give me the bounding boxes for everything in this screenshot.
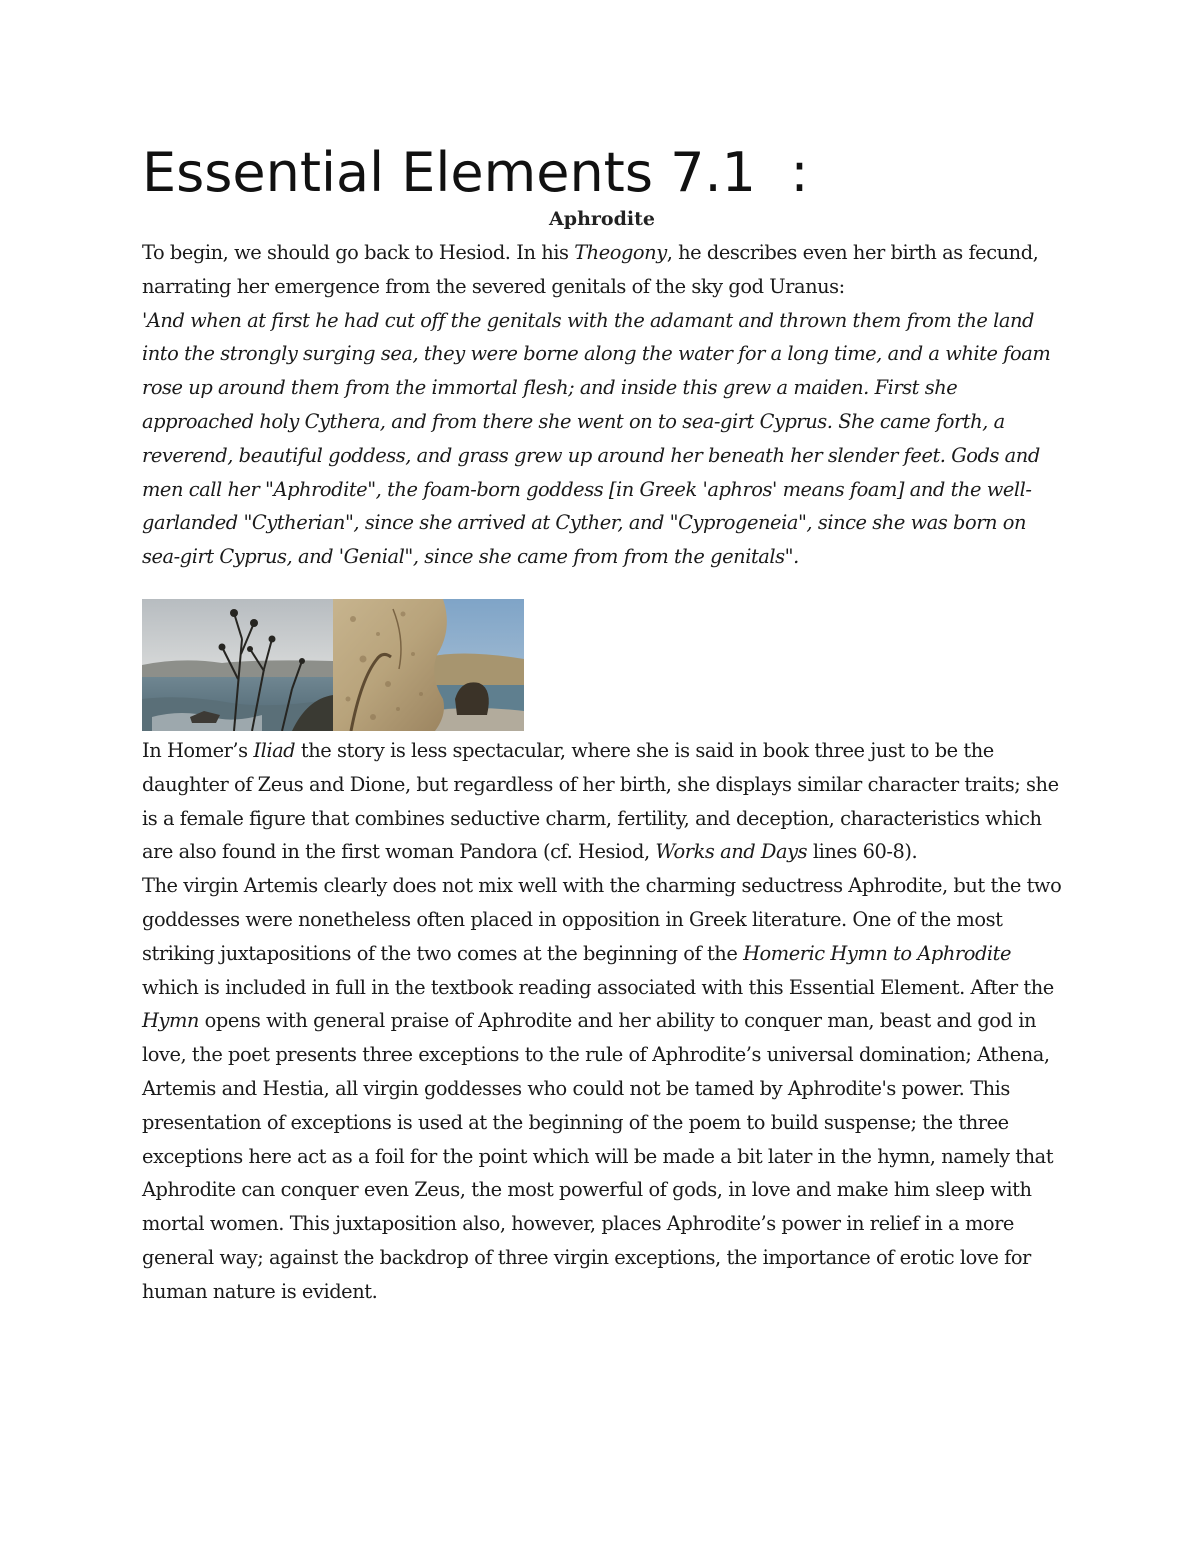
homer-text: lines 60-8). — [807, 840, 918, 864]
artemis-paragraph — [142, 869, 1062, 1308]
artemis-text: The virgin Artemis clearly does not mix well with the charming seductress Aphrodite, but the two goddesses were nonetheless often placed in opposition in Greek literature. One of the most striking juxtapositions of the two comes at the beginning of the — [142, 874, 1062, 965]
coastline-photo — [142, 599, 333, 731]
work-title-iliad: Iliad — [253, 738, 296, 762]
homer-text: the story is less spectacular, where she is said in book three just to be the daughter of Zeus and Dione, but regardless of her birth, she displays similar character traits; she is a female figure that combines seductive charm, fertility, and deception, characteristics which are also found in the first woman Pandora (cf. Hesiod, — [142, 738, 1059, 864]
intro-paragraph — [142, 236, 1062, 304]
work-title-works-and-days: Works and Days — [655, 840, 808, 864]
work-title-theogony: Theogony — [574, 241, 667, 264]
homer-paragraph — [142, 734, 1062, 869]
homer-text: In Homer’s — [142, 738, 254, 762]
photo-row — [142, 599, 524, 731]
hesiod-quote: 'And when at first he had cut off the genitals with the adamant and thrown them from the land into the strongly surging sea, they were borne along the water for a long time, and a white foam rose up around them from the immortal flesh; and inside this grew a maiden. First she approached holy Cythera, and from there she went on to sea-girt Cyprus. She came forth, a reverend, beautiful goddess, and grass grew up around her beneath her slender feet. Gods and men call her "Aphrodite", the foam-born goddess [in Greek 'aphros' means foam] and the well-garlanded "Cytherian", since she arrived at Cyther, and "Cyprogeneia", since she was born on sea-girt Cyprus, and 'Genial", since she came from from the genitals". — [142, 308, 1051, 569]
work-title-hymn: Hymn — [142, 1009, 199, 1033]
intro-text: To begin, we should go back to Hesiod. In his — [142, 241, 575, 264]
work-title-homeric-hymn: Homeric Hymn to Aphrodite — [743, 941, 1012, 965]
document-subtitle: Aphrodite — [549, 208, 655, 230]
intro-text: , he describes even her birth as fecund, narrating her emergence from the severed genitals of the sky god Uranus: — [142, 241, 1039, 298]
artemis-text: which is included in full in the textbook reading associated with this Essential Element. After the — [142, 975, 1054, 999]
document-page — [142, 140, 1062, 1309]
artemis-text: opens with general praise of Aphrodite and her ability to conquer man, beast and god in love, the poet presents three exceptions to the rule of Aphrodite’s universal domination; Athena, Artemis and Hestia, all virgin goddesses who could not be tamed by Aphrodite's power. This presentation of exceptions is used at the beginning of the poem to build suspense; the three exceptions here act as a foil for the point which will be made a bit later in the hymn, namely that Aphrodite can conquer even Zeus, the most powerful of gods, in love and make him sleep with mortal women. This juxtaposition also, however, places Aphrodite’s power in relief in a more general way; against the backdrop of three virgin exceptions, the importance of erotic love for human nature is evident. — [142, 1009, 1054, 1303]
aphrodite-rock-photo — [333, 599, 524, 731]
document-title: Essential Elements 7.1 : — [142, 141, 809, 204]
